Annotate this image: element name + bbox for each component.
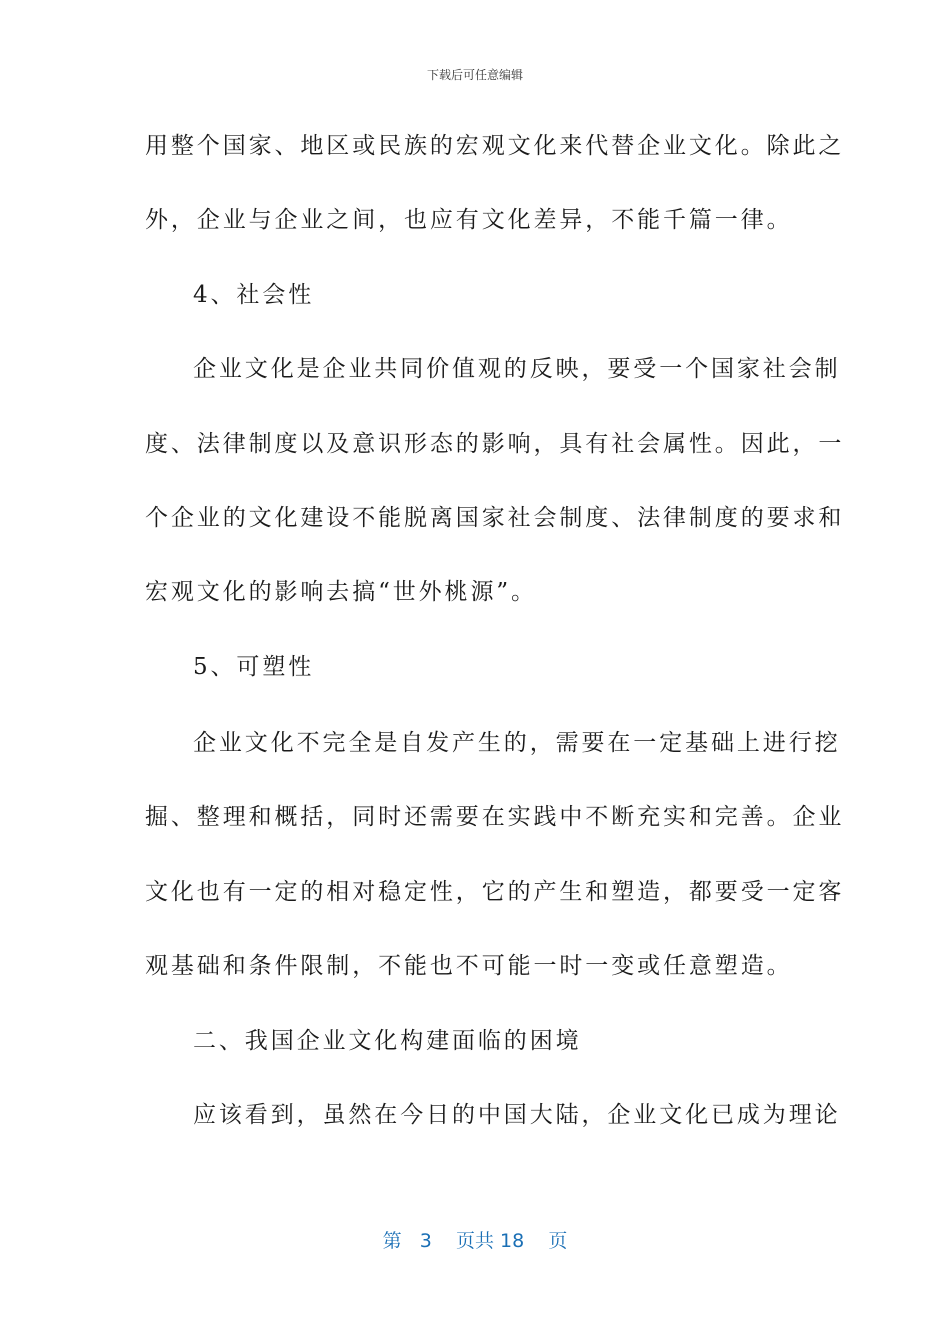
paragraph-line: 观基础和条件限制，不能也不可能一时一变或任意塑造。 [145, 953, 793, 979]
section-heading: 4、社会性 [193, 282, 315, 308]
paragraph-line: 文化也有一定的相对稳定性，它的产生和塑造，都要受一定客 [145, 879, 845, 905]
paragraph-line: 用整个国家、地区或民族的宏观文化来代替企业文化。除此之 [145, 133, 845, 159]
paragraph-line: 掘、整理和概括，同时还需要在实践中不断充实和完善。企业 [145, 804, 845, 830]
paragraph-line: 企业文化不完全是自发产生的，需要在一定基础上进行挖 [193, 730, 841, 756]
page-prefix: 第 [382, 1230, 402, 1252]
page-middle: 页共 [455, 1230, 494, 1252]
total-pages-number: 18 [500, 1230, 525, 1252]
page-footer [0, 1226, 950, 1253]
paragraph-line: 度、法律制度以及意识形态的影响，具有社会属性。因此，一 [145, 431, 845, 457]
current-page-number: 3 [419, 1230, 432, 1252]
page-suffix: 页 [548, 1230, 568, 1252]
paragraph-line: 宏观文化的影响去搞“世外桃源”。 [145, 579, 537, 605]
paragraph-line: 个企业的文化建设不能脱离国家社会制度、法律制度的要求和 [145, 505, 845, 531]
paragraph-line: 企业文化是企业共同价值观的反映，要受一个国家社会制 [193, 356, 841, 382]
paragraph-line: 外，企业与企业之间，也应有文化差异，不能千篇一律。 [145, 207, 793, 233]
section-heading: 5、可塑性 [193, 654, 315, 680]
paragraph-line: 应该看到，虽然在今日的中国大陆，企业文化已成为理论 [193, 1102, 841, 1128]
page-header: 下载后可任意编辑 [426, 68, 523, 82]
section-heading: 二、我国企业文化构建面临的困境 [193, 1028, 582, 1054]
